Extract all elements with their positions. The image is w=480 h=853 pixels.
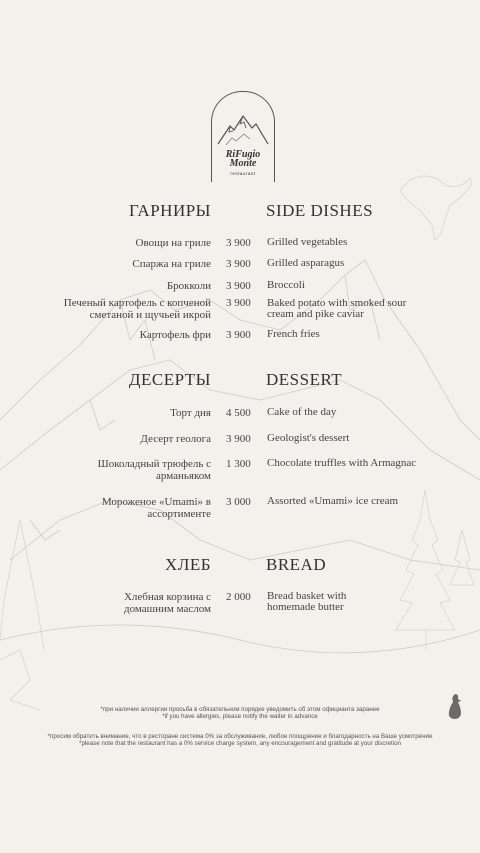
menu-item-price: 3 900 [226, 258, 251, 270]
menu-item-name-ru: Шоколадный трюфель с арманьяком [97, 458, 211, 482]
section-title-en: BREAD [266, 555, 327, 574]
menu-item-name-en: Bread basket with homemade butter [267, 590, 347, 613]
section-title-en: SIDE DISHES [266, 201, 374, 220]
service-note-ru: *просим обратить внимание, что в ресторане система 0% за обслуживание, любое поощрение и благодарность на Ваше усмотрение [47, 733, 433, 740]
menu-item-price: 3 900 [226, 237, 251, 249]
allergy-note-en: *if you have allergies, please notify the waiter in advance [162, 713, 318, 720]
service-note-en: *please note that the restaurant has a 0% service charge system, any encouragement and gratitude at your discretion [79, 740, 401, 747]
menu-item-name-en: Geologist's dessert [267, 432, 350, 444]
menu-item-name-en: Baked potato with smoked sour cream and pike caviar [267, 297, 407, 320]
restaurant-logo [211, 91, 275, 182]
bird-emblem-icon [446, 692, 464, 720]
menu-item-name-ru: Картофель фри [139, 329, 211, 341]
section-title-en: DESSERT [266, 370, 343, 389]
menu-item-name-en: Chocolate truffles with Armagnac [267, 457, 417, 469]
menu-item-price: 3 900 [226, 329, 251, 341]
logo-subtitle: restaurant [230, 171, 256, 176]
menu-item-price: 2 000 [226, 591, 251, 603]
menu-item-price: 4 500 [226, 407, 251, 419]
logo-name: RiFugio Monte [225, 149, 261, 169]
menu-item-price: 3 900 [226, 297, 251, 309]
menu-item-name-ru: Брокколи [166, 280, 211, 292]
menu-item-price: 1 300 [226, 458, 251, 470]
menu-item-name-ru: Спаржа на гриле [132, 258, 211, 270]
section-title-ru: ДЕСЕРТЫ [128, 370, 211, 389]
menu-item-name-ru: Десерт геолога [140, 433, 211, 445]
menu-item-name-ru: Торт дня [170, 407, 211, 419]
menu-item-name-en: Grilled vegetables [267, 236, 348, 248]
menu-item-name-ru: Мороженое «Umami» в ассортименте [101, 496, 211, 520]
mountain-logo-icon [216, 112, 270, 146]
section-title-ru: ГАРНИРЫ [128, 201, 211, 220]
menu-item-name-en: Assorted «Umami» ice cream [267, 495, 399, 507]
section-title-ru: ХЛЕБ [165, 555, 211, 574]
menu-item-price: 3 000 [226, 496, 251, 508]
menu-item-price: 3 900 [226, 280, 251, 292]
menu-item-name-en: Broccoli [267, 279, 305, 291]
menu-item-name-ru: Хлебная корзина с домашним маслом [123, 591, 211, 615]
menu-item-name-ru: Печеный картофель с копченой сметаной и щучьей икрой [63, 297, 211, 321]
menu-item-name-en: Cake of the day [267, 406, 337, 418]
menu-item-name-ru: Овощи на гриле [135, 237, 211, 249]
allergy-note-ru: *при наличии аллергии просьба в обязательном порядке уведомить об этом официанта заранее [100, 706, 380, 713]
menu-item-name-en: Grilled asparagus [267, 257, 345, 269]
menu-item-price: 3 900 [226, 433, 251, 445]
menu-item-name-en: French fries [267, 328, 320, 340]
